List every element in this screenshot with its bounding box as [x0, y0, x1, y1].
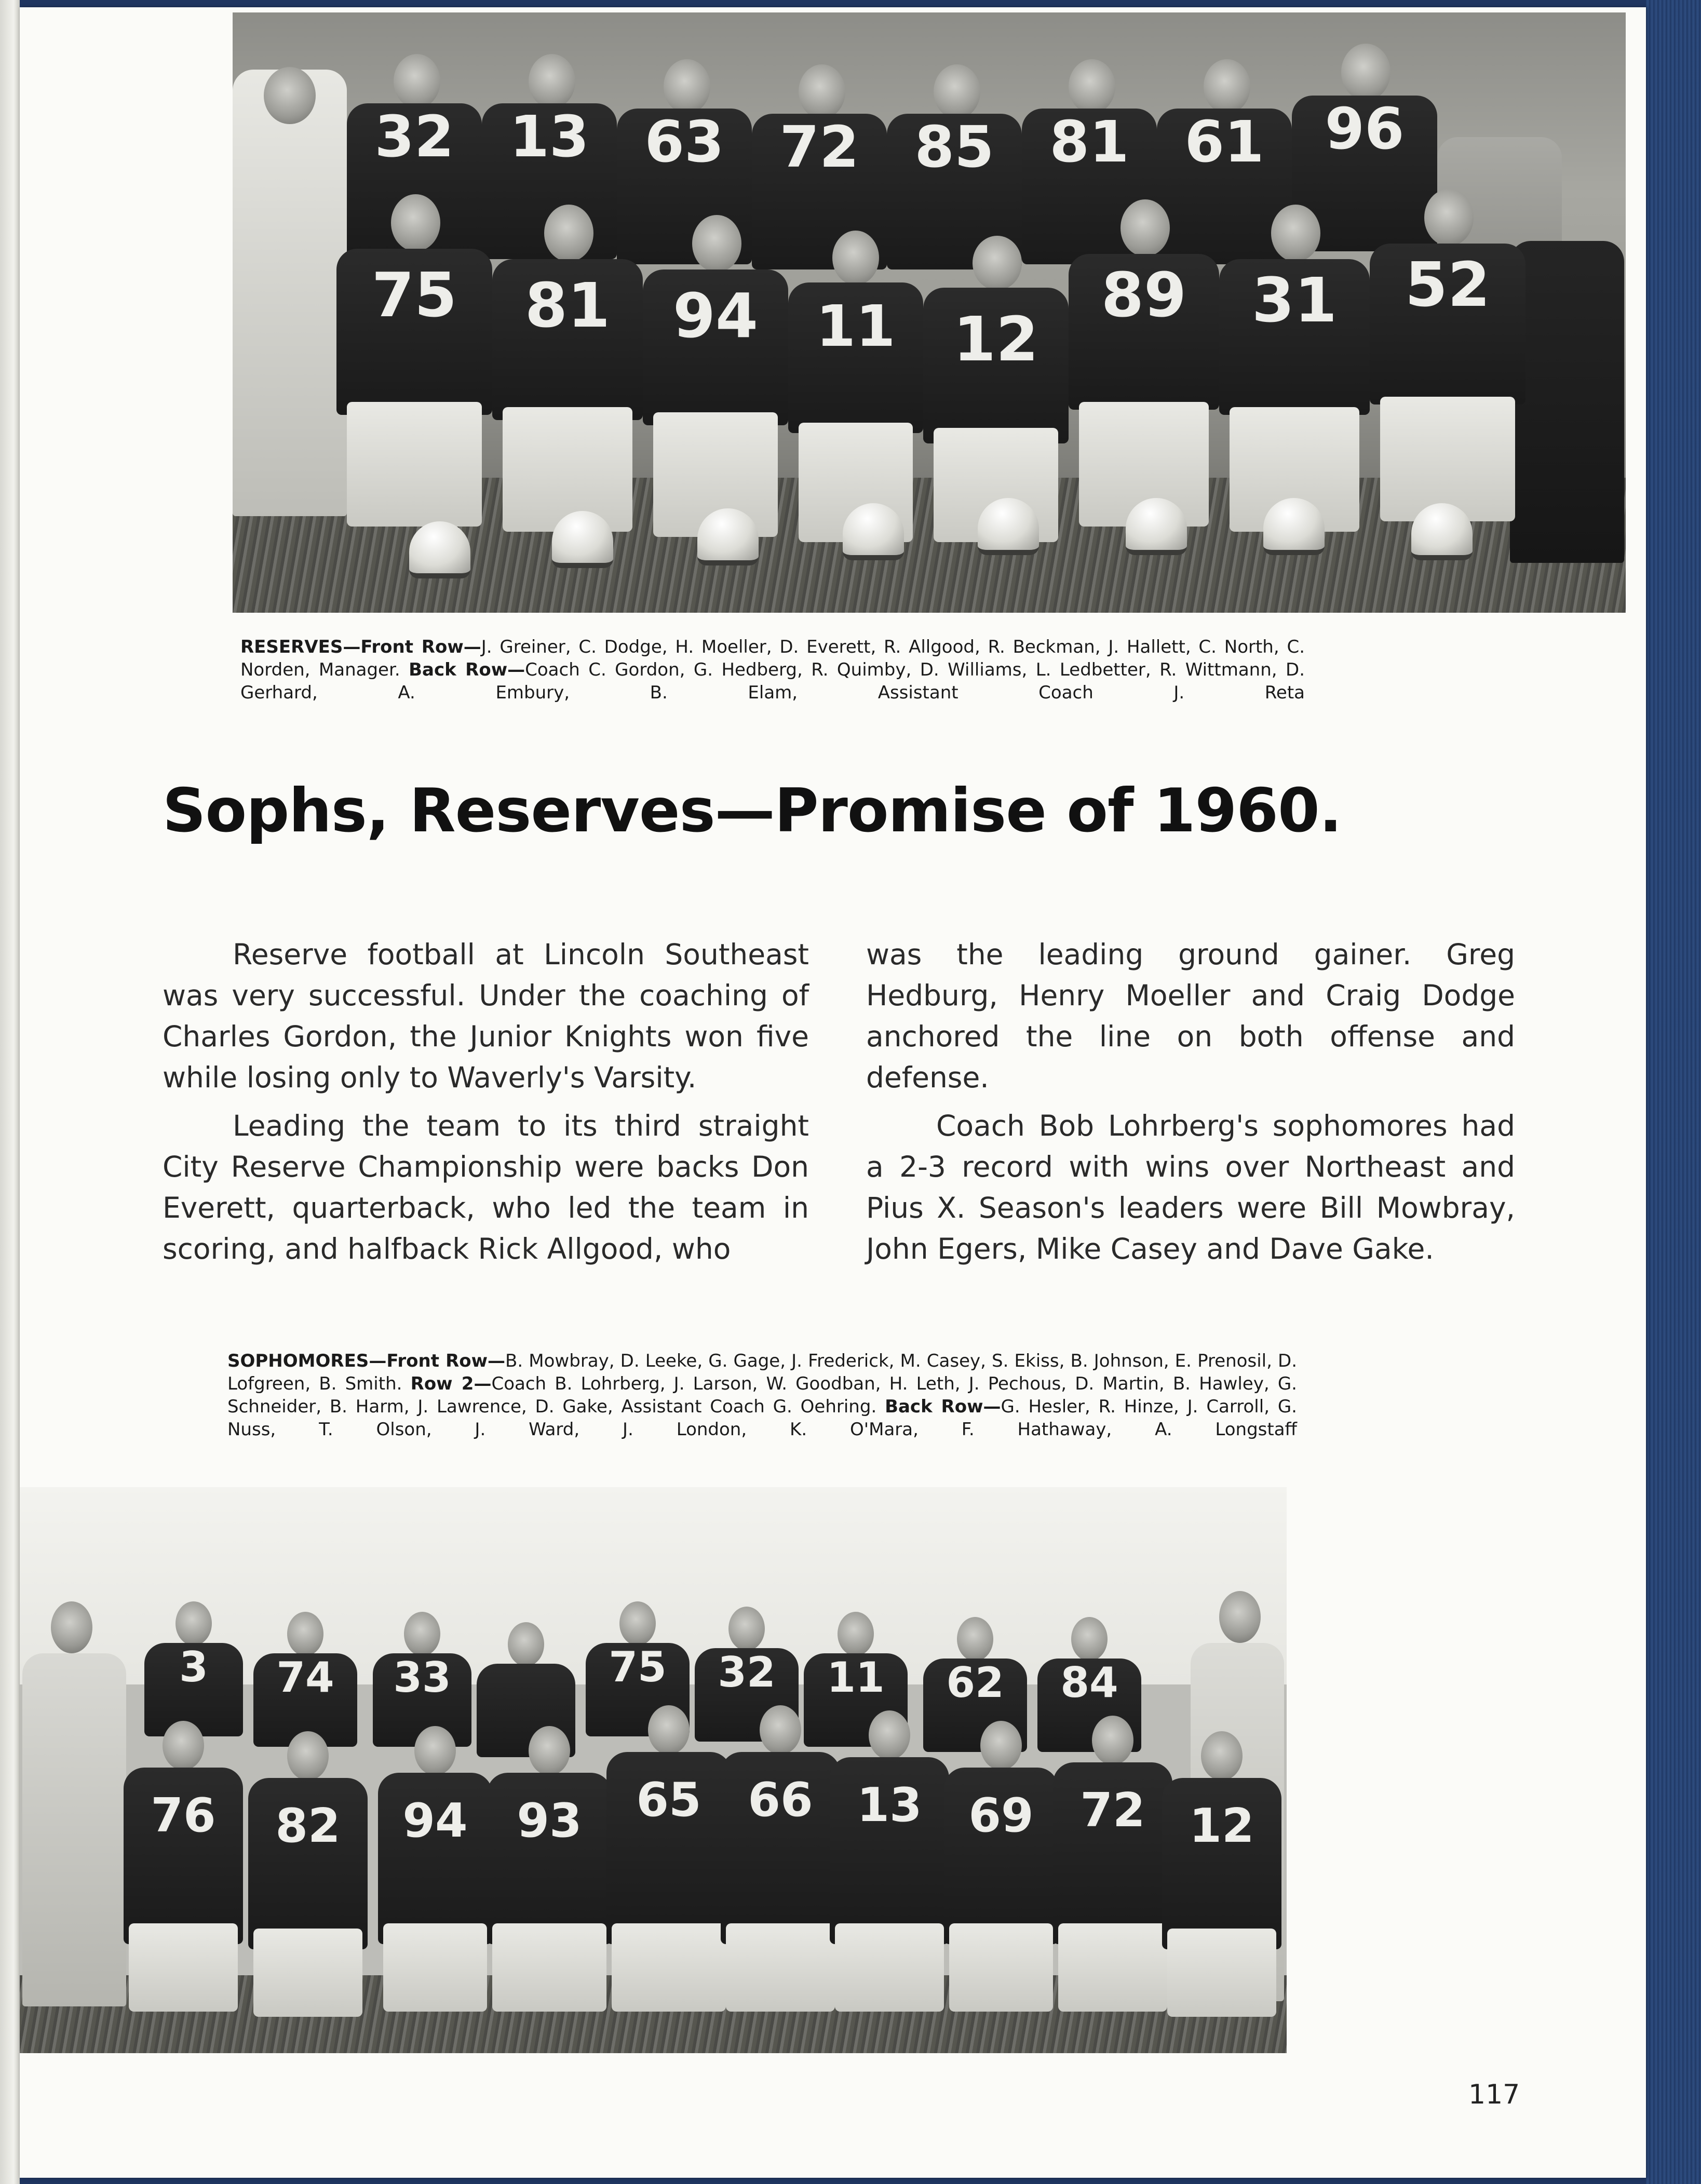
- sophomores-front-row-player: [1162, 1731, 1281, 2038]
- jersey-number: 12: [1189, 1799, 1254, 1853]
- jersey-number: 3: [179, 1643, 208, 1691]
- sophomores-front-row-player: [378, 1726, 492, 2038]
- article-paragraph: Coach Bob Lohrberg's sophomores had a 2-3 record with wins over Northeast and Pius X. Season's leaders were Bill Mowbray, John Egers, Mike Casey and Dave Gake.: [866, 1109, 1515, 1265]
- jersey-number: 11: [827, 1653, 885, 1702]
- coach-head: [51, 1601, 98, 1659]
- jersey-number: 11: [816, 293, 896, 359]
- jersey-number: 82: [275, 1799, 341, 1853]
- caption-names: Coach B. Lohrberg, J. Larson, W. Goodban, H. Leth, J. Pechous, D. Martin, B. Hawley, G. Schneider, B. Harm, J. Lawrence, D. Gake, Assistant Coach G. Oehring.: [227, 1373, 1297, 1417]
- jersey-number: 72: [1080, 1783, 1145, 1838]
- sophomores-front-row-player: [606, 1705, 731, 2038]
- coach-figure: [233, 70, 347, 516]
- caption-label: RESERVES: [240, 637, 343, 657]
- jersey-number: 13: [509, 103, 589, 170]
- caption-row-label: Row 2: [410, 1373, 474, 1394]
- jersey-number: 96: [1325, 96, 1405, 162]
- previous-page-edge: [0, 0, 20, 2184]
- jersey-number: 81: [524, 269, 611, 341]
- sophomores-caption: SOPHOMORES—Front Row—B. Mowbray, D. Leeke, G. Gage, J. Frederick, M. Casey, S. Ekiss, B. Johnson, E. Prenosil, D. Lofgreen, B. Smith. Row 2—Coach B. Lohrberg, J. Larson, W. Goodban, H. Leth, J. Pechous, D. Martin, B. Hawley, G. Schneider, B. Harm, J. Lawrence, D. Gake, Assistant Coach G. Oehring. Back Row—G. Hesler, R. Hinze, J. Carroll, G. Nuss, T. Olson, J. Ward, J. London, K. O'Mara, F. Hathaway, A. Longstaff: [227, 1351, 1298, 1440]
- caption-row-label: Front Row: [386, 1351, 488, 1371]
- jersey-number: 89: [1101, 259, 1187, 331]
- jersey-number: 74: [276, 1653, 334, 1702]
- manager-figure: [1510, 241, 1624, 563]
- sophomores-front-row-player: [830, 1710, 949, 2038]
- helmet-icon: [1411, 503, 1473, 560]
- reserves-caption: RESERVES—Front Row—J. Greiner, C. Dodge, H. Moeller, D. Everett, R. Allgood, R. Beckman, J. Hallett, C. North, C. Norden, Manager. Back Row—Coach C. Gordon, G. Hedberg, R. Quimby, D. Williams, L. Ledbetter, R. Wittmann, D. Gerhard, A. Embury, B. Elam, Assistant Coach J. Reta: [240, 637, 1305, 703]
- jersey-number: 76: [151, 1788, 216, 1843]
- jersey-number: 69: [968, 1788, 1034, 1843]
- article-paragraph: Reserve football at Lincoln Southeast was very successful. Under the coaching of Charles Gordon, the Junior Knights won five while losing only to Waverly's Varsity.: [163, 938, 809, 1094]
- article-paragraph: Leading the team to its third straight City Reserve Championship were backs Don Everett, quarterback, who led the team in scoring, and halfback Rick Allgood, who: [163, 1109, 809, 1265]
- coach-figure: [22, 1653, 126, 2006]
- caption-row-label: Back Row: [409, 659, 508, 680]
- jersey-number: 81: [1049, 109, 1129, 175]
- article-column-right: [866, 934, 1515, 1277]
- jersey-number: 75: [371, 259, 457, 331]
- caption-names: J. Greiner, C. Dodge, H. Moeller, D. Everett, R. Allgood, R. Beckman, J. Hallett, C. North, C. Norden, Manager.: [240, 637, 1305, 680]
- jersey-number: 66: [748, 1773, 813, 1827]
- page-number: 117: [1468, 2079, 1520, 2110]
- sophomores-front-row-player: [248, 1731, 368, 2038]
- jersey-number: 72: [779, 114, 859, 180]
- caption-row-label: Front Row: [360, 637, 464, 657]
- helmet-icon: [552, 511, 613, 568]
- jersey-number: 84: [1060, 1659, 1118, 1707]
- sophomores-front-row-player: [124, 1721, 243, 2038]
- jersey-number: 75: [609, 1643, 667, 1691]
- book-binding: [1646, 0, 1701, 2184]
- helmet-icon: [1126, 498, 1187, 555]
- sophomores-front-row-player: [1053, 1716, 1172, 2038]
- helmet-icon: [697, 508, 759, 565]
- jersey-number: 94: [672, 280, 759, 352]
- article-paragraph: was the leading ground gainer. Greg Hedburg, Henry Moeller and Craig Dodge anchored the line on both offense and defense.: [866, 938, 1515, 1094]
- jersey-number: 62: [946, 1659, 1004, 1707]
- caption-row-label: Back Row: [885, 1396, 983, 1417]
- helmet-icon: [978, 498, 1039, 555]
- coach-head: [264, 67, 321, 124]
- jersey-number: 13: [857, 1778, 922, 1832]
- jersey-number: 31: [1251, 264, 1338, 336]
- sophomores-front-row-player: [721, 1705, 840, 2038]
- jersey-number: 32: [718, 1648, 776, 1696]
- helmet-icon: [843, 503, 904, 560]
- jersey-number: 65: [636, 1773, 701, 1827]
- jersey-number: 32: [374, 103, 454, 170]
- jersey-number: 52: [1405, 249, 1491, 320]
- caption-label: SOPHOMORES: [227, 1351, 369, 1371]
- page-headline: Sophs, Reserves—Promise of 1960.: [163, 776, 1342, 846]
- jersey-number: 12: [953, 303, 1039, 375]
- reserves-team-photo: [233, 12, 1626, 613]
- caption-names: B. Mowbray, D. Leeke, G. Gage, J. Frederick, M. Casey, S. Ekiss, B. Johnson, E. Prenosil, D. Lofgreen, B. Smith.: [227, 1351, 1298, 1394]
- jersey-number: 93: [517, 1794, 582, 1848]
- sophomores-team-photo: [20, 1487, 1287, 2053]
- article-column-left: [163, 934, 809, 1277]
- sophomores-front-row-player: [944, 1721, 1058, 2038]
- helmet-icon: [409, 521, 470, 578]
- reserves-front-row-player: [492, 205, 643, 568]
- jersey-number: 85: [914, 114, 994, 180]
- sophomores-front-row-player: [487, 1726, 612, 2038]
- caption-names: Coach C. Gordon, G. Hedberg, R. Quimby, D. Williams, L. Ledbetter, R. Wittmann, D. Gerhard, A. Embury, B. Elam, Assistant Coach J. Reta: [240, 659, 1305, 703]
- yearbook-page: [20, 7, 1646, 2178]
- helmet-icon: [1263, 498, 1325, 555]
- jersey-number: 33: [393, 1653, 451, 1702]
- jersey-number: 94: [402, 1794, 468, 1848]
- caption-names: G. Hesler, R. Hinze, J. Carroll, G. Nuss, T. Olson, J. Ward, J. London, K. O'Mara, F. Hathaway, A. Longstaff: [227, 1396, 1297, 1440]
- jersey-number: 61: [1184, 109, 1264, 175]
- coach-head: [1219, 1591, 1266, 1648]
- reserves-front-row-player: [336, 194, 492, 568]
- jersey-number: 63: [644, 109, 724, 175]
